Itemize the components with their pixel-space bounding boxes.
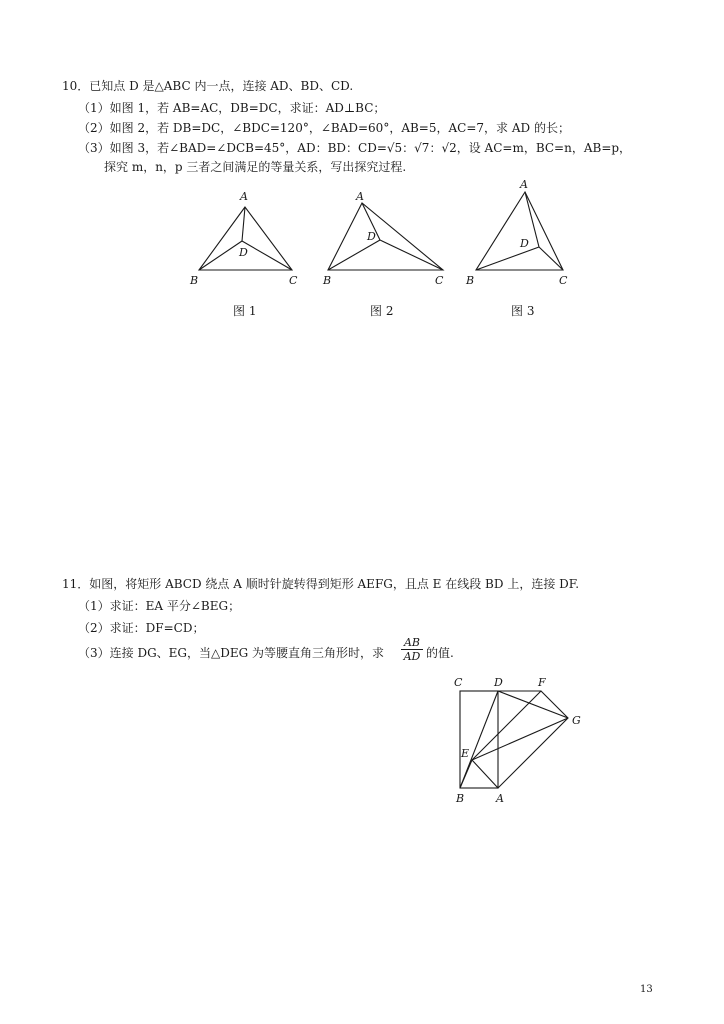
- fig3-label-d: D: [520, 237, 529, 250]
- fig3-caption: 图 3: [511, 304, 535, 318]
- fig3-label-b: B: [466, 274, 475, 287]
- fig-label-a: A: [496, 792, 504, 805]
- q11-part1: （1）求证：EA 平分∠BEG；: [78, 599, 241, 613]
- fig-label-f: F: [538, 676, 546, 689]
- segment-be: [460, 760, 472, 788]
- segment-dg: [498, 691, 568, 718]
- fig2-label-a: A: [356, 190, 364, 203]
- fig-label-c: C: [454, 676, 463, 689]
- q11-stem: 11．如图，将矩形 ABCD 绕点 A 顺时针旋转得到矩形 AEFG，且点 E 在线段 BD 上，连接 DF.: [62, 577, 580, 591]
- q10-part1: （1）如图 1，若 AB=AC，DB=DC，求证：AD⊥BC；: [78, 101, 386, 115]
- fig1-label-b: B: [190, 274, 199, 287]
- fig-label-g: G: [572, 714, 581, 727]
- q10-part3-line2: 探究 m，n，p 三者之间满足的等量关系，写出探究过程.: [104, 160, 407, 174]
- q10-stem: 10．已知点 D 是△ABC 内一点，连接 AD、BD、CD.: [62, 79, 354, 93]
- fig1-label-c: C: [289, 274, 298, 287]
- fig1-label-d: D: [239, 246, 248, 259]
- fig2-label-d: D: [367, 230, 376, 243]
- q10-part2: （2）如图 2，若 DB=DC，∠BDC=120°，∠BAD=60°，AB=5，AC=7，求 AD 的长；: [78, 121, 570, 135]
- fig2-label-c: C: [435, 274, 444, 287]
- page-number: 13: [640, 984, 653, 995]
- q11-fraction-numerator: AB: [401, 636, 423, 650]
- segment-eg: [472, 718, 568, 760]
- fig-label-e: E: [461, 747, 470, 760]
- q11-part2: （2）求证：DF=CD；: [78, 621, 205, 635]
- fig3-label-a: A: [520, 178, 528, 191]
- q11-part3-suffix: 的值.: [426, 646, 454, 660]
- fig2-caption: 图 2: [370, 304, 394, 318]
- fig2-label-b: B: [323, 274, 332, 287]
- fig-label-b: B: [456, 792, 465, 805]
- fig1-caption: 图 1: [233, 304, 257, 318]
- q11-fraction-denominator: AD: [403, 650, 421, 663]
- fig-label-d: D: [494, 676, 503, 689]
- q10-part3-line1: （3）如图 3，若∠BAD=∠DCB=45°，AD：BD：CD=√5：√7：√2，设 AC=m，BC=n，AB=p，: [78, 141, 632, 155]
- fig1-label-a: A: [240, 190, 248, 203]
- q11-part3-text: （3）连接 DG、EG，当△DEG 为等腰直角三角形时，求: [78, 646, 385, 660]
- fig3-label-c: C: [559, 274, 568, 287]
